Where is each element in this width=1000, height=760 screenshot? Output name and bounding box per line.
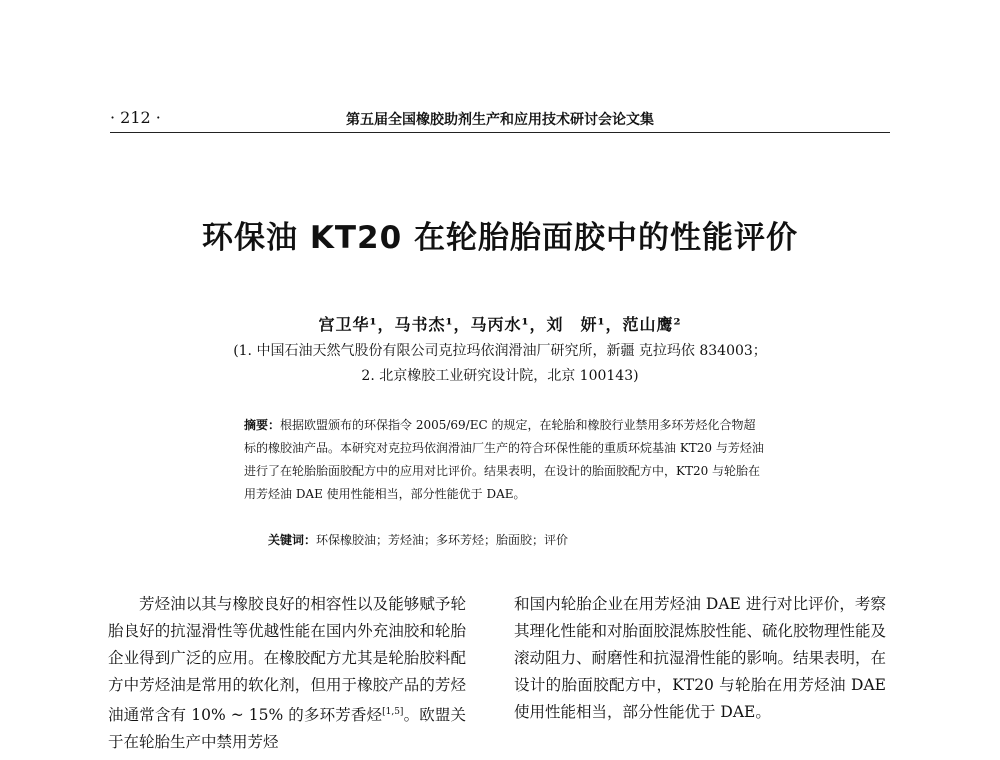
citation-ref: [1,5]	[382, 707, 404, 717]
running-title: 第五届全国橡胶助剂生产和应用技术研讨会论文集	[346, 112, 654, 128]
body-left-column	[108, 591, 466, 756]
paper-title: 环保油 KT20 在轮胎胎面胶中的性能评价	[202, 220, 798, 256]
author-list: 宫卫华¹，马书杰¹，马丙水¹，刘 妍¹，范山鹰²	[318, 315, 682, 334]
left-column-tail: 。欧盟关于在轮胎生产中禁用芳烃	[108, 706, 466, 752]
keywords-text: 环保橡胶油；芳烃油；多环芳烃；胎面胶；评价	[316, 533, 569, 547]
affiliation-2: 2. 北京橡胶工业研究设计院，北京 100143)	[361, 368, 639, 384]
body-right-column	[514, 591, 886, 726]
left-column-text: 芳烃油以其与橡胶良好的相容性以及能够赋予轮胎良好的抗湿滑性等优越性能在国内外充油胶和轮胎企业得到广泛的应用。在橡胶配方尤其是轮胎胶料配方中芳烃油是常用的软化剂，但用于橡胶产品的芳烃油通常含有 10% ~ 15% 的多环芳香烃	[108, 595, 466, 725]
abstract-text: 根据欧盟颁布的环保指令 2005/69/EC 的规定，在轮胎和橡胶行业禁用多环芳烃化合物超标的橡胶油产品。本研究对克拉玛依润滑油厂生产的符合环保性能的重质环烷基油 KT20 与芳烃油进行了在轮胎胎面胶配方中的应用对比评价。结果表明，在设计的胎面胶配方中，KT20 与轮胎在用芳烃油 DAE 使用性能相当，部分性能优于 DAE。	[244, 418, 764, 501]
running-header	[110, 108, 890, 133]
page-number: · 212 ·	[110, 108, 161, 127]
abstract	[244, 414, 764, 506]
keywords	[268, 531, 568, 548]
abstract-label: 摘要：	[244, 418, 281, 432]
keywords-label: 关键词：	[268, 533, 317, 547]
affiliation-1: (1. 中国石油天然气股份有限公司克拉玛依润滑油厂研究所，新疆 克拉玛依 834003；	[233, 343, 767, 359]
right-column-text: 和国内轮胎企业在用芳烃油 DAE 进行对比评价，考察其理化性能和对胎面胶混炼胶性能、硫化胶物理性能及滚动阻力、耐磨性和抗湿滑性能的影响。结果表明，在设计的胎面胶配方中，KT20 与轮胎在用芳烃油 DAE 使用性能相当，部分性能优于 DAE。	[514, 595, 887, 721]
